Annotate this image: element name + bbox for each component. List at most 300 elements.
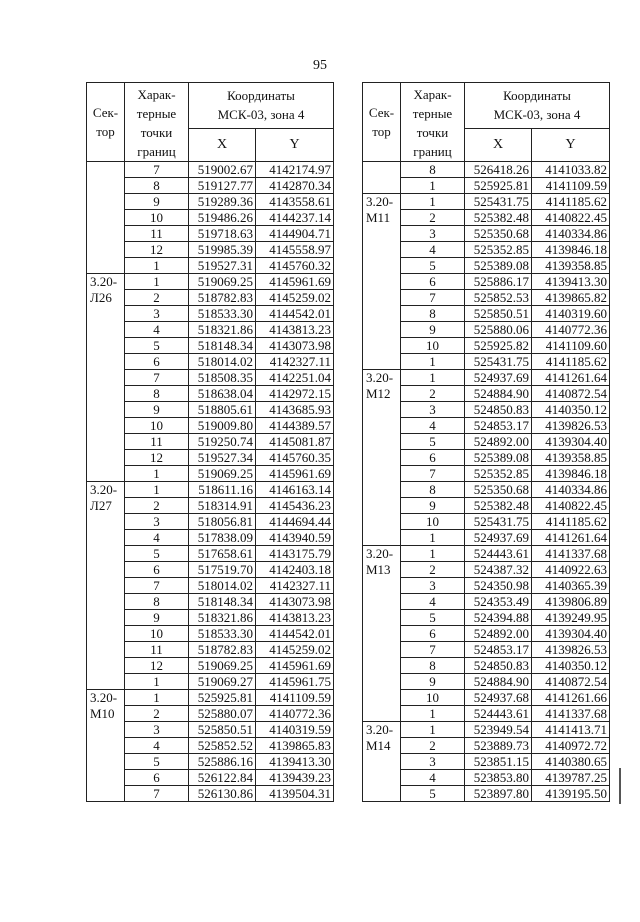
y-cell: 4141109.59 <box>256 690 334 706</box>
table-row <box>87 322 334 338</box>
coordinates-table-left <box>86 82 334 802</box>
table-row <box>363 770 610 786</box>
point-cell: 7 <box>401 642 465 658</box>
sector-cell <box>87 226 125 242</box>
sector-cell <box>87 658 125 674</box>
coordinates-body-right <box>363 162 610 802</box>
y-cell: 4140822.45 <box>532 498 610 514</box>
table-row <box>363 306 610 322</box>
point-cell: 2 <box>125 706 189 722</box>
x-cell: 517658.61 <box>189 546 256 562</box>
sector-cell: М14 <box>363 738 401 754</box>
table-row <box>87 738 334 754</box>
y-cell: 4140350.12 <box>532 402 610 418</box>
y-cell: 4144542.01 <box>256 626 334 642</box>
y-cell: 4145436.23 <box>256 498 334 514</box>
sector-cell <box>363 306 401 322</box>
point-cell: 2 <box>401 386 465 402</box>
table-row <box>87 786 334 802</box>
sector-cell <box>363 770 401 786</box>
table-row <box>87 450 334 466</box>
point-cell: 1 <box>401 354 465 370</box>
sector-cell <box>87 402 125 418</box>
point-cell: 2 <box>401 562 465 578</box>
x-cell: 518533.30 <box>189 626 256 642</box>
table-row <box>87 466 334 482</box>
sector-cell <box>87 418 125 434</box>
x-cell: 518611.16 <box>189 482 256 498</box>
point-cell: 1 <box>401 546 465 562</box>
sector-cell <box>87 306 125 322</box>
x-cell: 525886.16 <box>189 754 256 770</box>
x-cell: 519985.39 <box>189 242 256 258</box>
table-row <box>87 658 334 674</box>
table-row <box>87 306 334 322</box>
y-cell: 4144904.71 <box>256 226 334 242</box>
table-row <box>363 594 610 610</box>
y-cell: 4143940.59 <box>256 530 334 546</box>
header-boundary-points: Харак- терные точки границ <box>125 83 189 162</box>
header-x: X <box>465 128 532 161</box>
sector-cell: 3.20- <box>87 690 125 706</box>
y-cell: 4141261.66 <box>532 690 610 706</box>
point-cell: 1 <box>401 530 465 546</box>
y-cell: 4141109.59 <box>532 178 610 194</box>
sector-cell <box>363 642 401 658</box>
x-cell: 519486.26 <box>189 210 256 226</box>
x-cell: 518638.04 <box>189 386 256 402</box>
point-cell: 4 <box>401 594 465 610</box>
table-row <box>87 274 334 290</box>
sector-cell <box>363 578 401 594</box>
y-cell: 4141261.64 <box>532 530 610 546</box>
y-cell: 4141185.62 <box>532 514 610 530</box>
y-cell: 4140872.54 <box>532 386 610 402</box>
y-cell: 4145259.02 <box>256 642 334 658</box>
sector-cell <box>363 674 401 690</box>
x-cell: 524387.32 <box>465 562 532 578</box>
point-cell: 10 <box>401 690 465 706</box>
point-cell: 4 <box>401 418 465 434</box>
point-cell: 4 <box>125 322 189 338</box>
x-cell: 525925.82 <box>465 338 532 354</box>
x-cell: 526130.86 <box>189 786 256 802</box>
y-cell: 4144237.14 <box>256 210 334 226</box>
point-cell: 3 <box>125 306 189 322</box>
x-cell: 523851.15 <box>465 754 532 770</box>
sector-cell <box>363 690 401 706</box>
x-cell: 518014.02 <box>189 578 256 594</box>
table-row <box>363 482 610 498</box>
point-cell: 3 <box>401 578 465 594</box>
table-row <box>87 642 334 658</box>
point-cell: 5 <box>125 338 189 354</box>
point-cell: 11 <box>125 226 189 242</box>
sector-cell <box>363 354 401 370</box>
header-coordinates: Координаты МСК-03, зона 4 <box>189 83 334 129</box>
x-cell: 524850.83 <box>465 402 532 418</box>
sector-cell <box>87 338 125 354</box>
x-cell: 518782.83 <box>189 290 256 306</box>
table-row <box>363 642 610 658</box>
point-cell: 1 <box>401 722 465 738</box>
point-cell: 4 <box>125 530 189 546</box>
y-cell: 4145961.69 <box>256 658 334 674</box>
sector-cell <box>87 242 125 258</box>
y-cell: 4139195.50 <box>532 786 610 802</box>
sector-cell <box>87 578 125 594</box>
sector-cell: М12 <box>363 386 401 402</box>
y-cell: 4140872.54 <box>532 674 610 690</box>
sector-cell <box>87 258 125 274</box>
table-row <box>363 194 610 210</box>
table-row <box>87 290 334 306</box>
x-cell: 523853.80 <box>465 770 532 786</box>
x-cell: 524853.17 <box>465 642 532 658</box>
sector-cell <box>363 658 401 674</box>
point-cell: 10 <box>125 418 189 434</box>
x-cell: 519127.77 <box>189 178 256 194</box>
x-cell: 518321.86 <box>189 610 256 626</box>
point-cell: 6 <box>401 450 465 466</box>
sector-cell <box>363 482 401 498</box>
sector-cell <box>363 242 401 258</box>
y-cell: 4143073.98 <box>256 594 334 610</box>
sector-cell <box>87 722 125 738</box>
x-cell: 525925.81 <box>465 178 532 194</box>
y-cell: 4142327.11 <box>256 578 334 594</box>
y-cell: 4142251.04 <box>256 370 334 386</box>
x-cell: 525350.68 <box>465 226 532 242</box>
point-cell: 6 <box>125 770 189 786</box>
sector-cell: Л27 <box>87 498 125 514</box>
y-cell: 4140772.36 <box>256 706 334 722</box>
table-row <box>87 162 334 178</box>
y-cell: 4139249.95 <box>532 610 610 626</box>
x-cell: 519289.36 <box>189 194 256 210</box>
sector-cell <box>363 338 401 354</box>
x-cell: 524353.49 <box>465 594 532 610</box>
x-cell: 523889.73 <box>465 738 532 754</box>
sector-cell <box>87 322 125 338</box>
y-cell: 4139846.18 <box>532 466 610 482</box>
sector-cell <box>87 386 125 402</box>
sector-cell <box>363 162 401 178</box>
y-cell: 4139413.30 <box>256 754 334 770</box>
table-row <box>363 530 610 546</box>
sector-cell <box>363 450 401 466</box>
sector-cell <box>87 434 125 450</box>
point-cell: 6 <box>401 626 465 642</box>
y-cell: 4140334.86 <box>532 226 610 242</box>
sector-cell: М11 <box>363 210 401 226</box>
x-cell: 519718.63 <box>189 226 256 242</box>
y-cell: 4140319.59 <box>256 722 334 738</box>
y-cell: 4139413.30 <box>532 274 610 290</box>
point-cell: 3 <box>401 754 465 770</box>
y-cell: 4139806.89 <box>532 594 610 610</box>
point-cell: 10 <box>125 626 189 642</box>
sector-cell <box>363 466 401 482</box>
x-cell: 524892.00 <box>465 434 532 450</box>
table-row <box>363 786 610 802</box>
point-cell: 9 <box>125 194 189 210</box>
point-cell: 1 <box>125 274 189 290</box>
table-row <box>363 258 610 274</box>
table-row <box>363 210 610 226</box>
y-cell: 4145259.02 <box>256 290 334 306</box>
sector-cell: 3.20- <box>363 546 401 562</box>
x-cell: 525389.08 <box>465 258 532 274</box>
y-cell: 4139439.23 <box>256 770 334 786</box>
x-cell: 525431.75 <box>465 354 532 370</box>
point-cell: 9 <box>401 674 465 690</box>
sector-cell <box>87 370 125 386</box>
point-cell: 8 <box>401 162 465 178</box>
y-cell: 4139846.18 <box>532 242 610 258</box>
x-cell: 525431.75 <box>465 194 532 210</box>
table-row <box>87 434 334 450</box>
point-cell: 8 <box>401 306 465 322</box>
x-cell: 518056.81 <box>189 514 256 530</box>
sector-cell <box>87 466 125 482</box>
sector-cell <box>87 562 125 578</box>
x-cell: 519069.25 <box>189 466 256 482</box>
x-cell: 518805.61 <box>189 402 256 418</box>
table-row <box>363 178 610 194</box>
table-row <box>87 770 334 786</box>
sector-cell <box>363 610 401 626</box>
x-cell: 525350.68 <box>465 482 532 498</box>
y-cell: 4145961.69 <box>256 466 334 482</box>
sector-cell: Л26 <box>87 290 125 306</box>
point-cell: 1 <box>401 370 465 386</box>
x-cell: 525352.85 <box>465 466 532 482</box>
sector-cell <box>87 642 125 658</box>
sector-cell: 3.20- <box>363 194 401 210</box>
table-row <box>363 402 610 418</box>
y-cell: 4143813.23 <box>256 322 334 338</box>
y-cell: 4143073.98 <box>256 338 334 354</box>
point-cell: 8 <box>125 178 189 194</box>
x-cell: 523897.80 <box>465 786 532 802</box>
x-cell: 519527.31 <box>189 258 256 274</box>
x-cell: 518148.34 <box>189 594 256 610</box>
x-cell: 518508.35 <box>189 370 256 386</box>
y-cell: 4140772.36 <box>532 322 610 338</box>
header-coordinates: Координаты МСК-03, зона 4 <box>465 83 610 129</box>
sector-cell <box>87 178 125 194</box>
table-row <box>363 546 610 562</box>
point-cell: 2 <box>125 290 189 306</box>
y-cell: 4145961.69 <box>256 274 334 290</box>
x-cell: 518148.34 <box>189 338 256 354</box>
x-cell: 525880.06 <box>465 322 532 338</box>
point-cell: 1 <box>125 674 189 690</box>
point-cell: 10 <box>125 210 189 226</box>
y-cell: 4145081.87 <box>256 434 334 450</box>
table-row <box>363 562 610 578</box>
x-cell: 524853.17 <box>465 418 532 434</box>
y-cell: 4145760.35 <box>256 450 334 466</box>
x-cell: 525389.08 <box>465 450 532 466</box>
x-cell: 524884.90 <box>465 386 532 402</box>
y-cell: 4139304.40 <box>532 434 610 450</box>
point-cell: 6 <box>125 562 189 578</box>
x-cell: 525382.48 <box>465 210 532 226</box>
y-cell: 4140972.72 <box>532 738 610 754</box>
table-row <box>87 498 334 514</box>
x-cell: 525886.17 <box>465 274 532 290</box>
point-cell: 12 <box>125 242 189 258</box>
table-row <box>87 594 334 610</box>
point-cell: 4 <box>401 242 465 258</box>
x-cell: 517838.09 <box>189 530 256 546</box>
sector-cell <box>87 770 125 786</box>
table-row <box>87 690 334 706</box>
x-cell: 524443.61 <box>465 706 532 722</box>
y-cell: 4142403.18 <box>256 562 334 578</box>
y-cell: 4140922.63 <box>532 562 610 578</box>
sector-cell: 3.20- <box>87 482 125 498</box>
x-cell: 519009.80 <box>189 418 256 434</box>
point-cell: 9 <box>401 498 465 514</box>
point-cell: 8 <box>125 594 189 610</box>
point-cell: 5 <box>401 786 465 802</box>
margin-mark <box>619 768 621 804</box>
header-x: X <box>189 128 256 161</box>
x-cell: 525880.07 <box>189 706 256 722</box>
y-cell: 4142327.11 <box>256 354 334 370</box>
x-cell: 518533.30 <box>189 306 256 322</box>
x-cell: 524892.00 <box>465 626 532 642</box>
x-cell: 518314.91 <box>189 498 256 514</box>
table-row <box>363 434 610 450</box>
y-cell: 4141337.68 <box>532 706 610 722</box>
point-cell: 5 <box>401 434 465 450</box>
x-cell: 525852.52 <box>189 738 256 754</box>
x-cell: 525382.48 <box>465 498 532 514</box>
page-number: 95 <box>313 58 327 73</box>
x-cell: 525850.51 <box>465 306 532 322</box>
point-cell: 2 <box>401 738 465 754</box>
point-cell: 7 <box>125 786 189 802</box>
y-cell: 4139787.25 <box>532 770 610 786</box>
x-cell: 524443.61 <box>465 546 532 562</box>
sector-cell <box>87 530 125 546</box>
table-row <box>363 290 610 306</box>
x-cell: 523949.54 <box>465 722 532 738</box>
y-cell: 4139826.53 <box>532 418 610 434</box>
table-row <box>87 242 334 258</box>
point-cell: 5 <box>401 258 465 274</box>
table-row <box>363 162 610 178</box>
x-cell: 524937.68 <box>465 690 532 706</box>
table-row <box>87 418 334 434</box>
sector-cell <box>363 290 401 306</box>
table-row <box>363 610 610 626</box>
y-cell: 4144694.44 <box>256 514 334 530</box>
point-cell: 10 <box>401 338 465 354</box>
table-row <box>363 274 610 290</box>
point-cell: 3 <box>401 226 465 242</box>
table-row <box>87 226 334 242</box>
x-cell: 525925.81 <box>189 690 256 706</box>
table-row <box>87 194 334 210</box>
point-cell: 2 <box>401 210 465 226</box>
table-row <box>363 354 610 370</box>
table-row <box>87 674 334 690</box>
point-cell: 8 <box>401 658 465 674</box>
coordinates-body-left <box>87 162 334 802</box>
sector-cell <box>87 450 125 466</box>
point-cell: 3 <box>125 514 189 530</box>
y-cell: 4142174.97 <box>256 162 334 178</box>
sector-cell <box>363 754 401 770</box>
y-cell: 4140334.86 <box>532 482 610 498</box>
sector-cell <box>363 594 401 610</box>
x-cell: 519069.27 <box>189 674 256 690</box>
table-row <box>87 210 334 226</box>
sector-cell: М13 <box>363 562 401 578</box>
point-cell: 5 <box>125 546 189 562</box>
point-cell: 7 <box>125 162 189 178</box>
sector-cell <box>87 626 125 642</box>
y-cell: 4139826.53 <box>532 642 610 658</box>
sector-cell <box>87 786 125 802</box>
sector-cell <box>363 402 401 418</box>
header-sector: Сек- тор <box>363 83 401 162</box>
point-cell: 6 <box>125 354 189 370</box>
point-cell: 8 <box>401 482 465 498</box>
point-cell: 1 <box>401 178 465 194</box>
point-cell: 7 <box>125 370 189 386</box>
sector-cell <box>363 226 401 242</box>
point-cell: 4 <box>125 738 189 754</box>
table-row <box>363 514 610 530</box>
table-row <box>87 514 334 530</box>
sector-cell <box>363 514 401 530</box>
point-cell: 1 <box>401 194 465 210</box>
table-row <box>87 546 334 562</box>
y-cell: 4140380.65 <box>532 754 610 770</box>
y-cell: 4142870.34 <box>256 178 334 194</box>
sector-cell <box>87 594 125 610</box>
y-cell: 4141185.62 <box>532 354 610 370</box>
sector-cell: 3.20- <box>363 370 401 386</box>
y-cell: 4146163.14 <box>256 482 334 498</box>
x-cell: 517519.70 <box>189 562 256 578</box>
table-row <box>363 226 610 242</box>
y-cell: 4139504.31 <box>256 786 334 802</box>
sector-cell <box>87 738 125 754</box>
y-cell: 4141337.68 <box>532 546 610 562</box>
sector-cell <box>87 546 125 562</box>
y-cell: 4140822.45 <box>532 210 610 226</box>
sector-cell <box>87 610 125 626</box>
y-cell: 4145760.32 <box>256 258 334 274</box>
table-row <box>363 386 610 402</box>
table-row <box>87 578 334 594</box>
sector-cell <box>363 498 401 514</box>
sector-cell: 3.20- <box>87 274 125 290</box>
table-row <box>363 418 610 434</box>
table-row <box>363 626 610 642</box>
point-cell: 11 <box>125 434 189 450</box>
x-cell: 524394.88 <box>465 610 532 626</box>
table-row <box>363 706 610 722</box>
sector-cell <box>87 194 125 210</box>
